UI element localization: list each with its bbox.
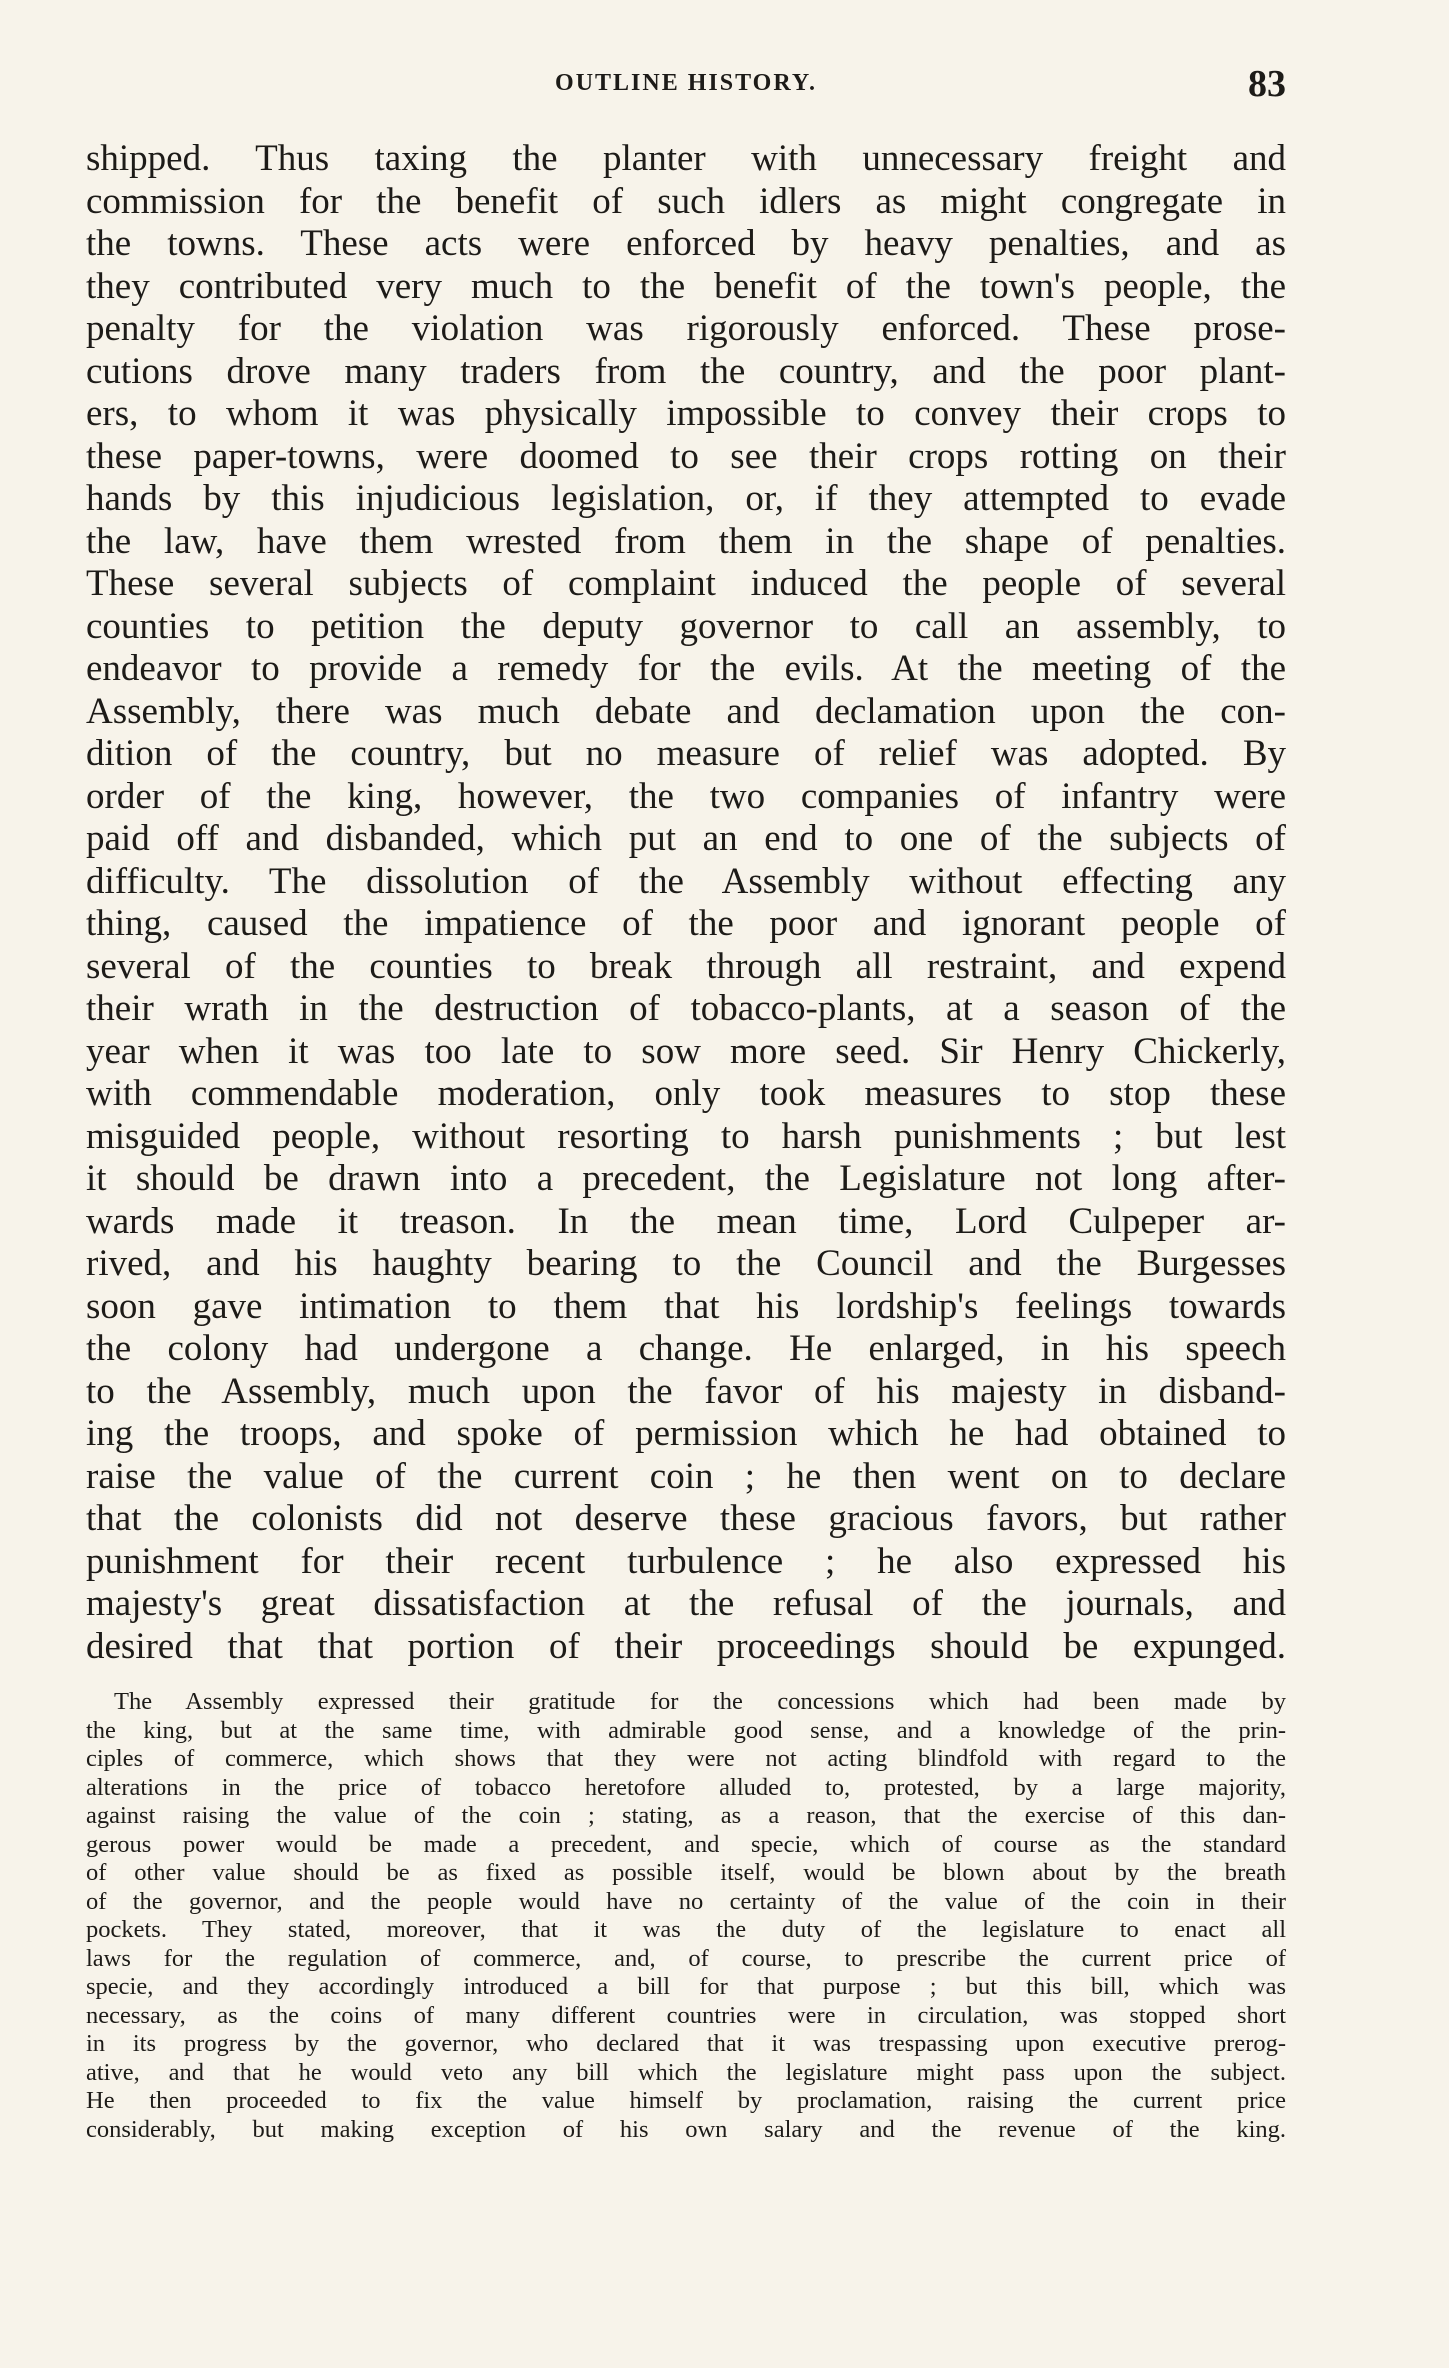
text-line: ing the troops, and spoke of permission which he had obtained to [86, 1413, 1286, 1454]
text-line: to the Assembly, much upon the favor of his majesty in disband- [86, 1370, 1286, 1412]
footnote-line: against raising the value of the coin ; stating, as a reason, that the exercise of this dan- [86, 1802, 1286, 1829]
footnote-line: specie, and they accordingly introduced a bill for that purpose ; but this bill, which was [86, 1973, 1286, 2000]
text-line: penalty for the violation was rigorously enforced. These prose- [86, 308, 1286, 349]
footnote-line: The Assembly expressed their gratitude for the concessions which had been made by [114, 1688, 1286, 1715]
footnote-line: the king, but at the same time, with admirable good sense, and a knowledge of the prin- [86, 1716, 1286, 1744]
text-line: commission for the benefit of such idlers as might congregate in [86, 180, 1286, 222]
footnote-line: gerous power would be made a precedent, and specie, which of course as the standard [86, 1830, 1286, 1858]
page-number: 83 [1248, 63, 1286, 105]
footnote-line: in its progress by the governor, who declared that it was trespassing upon executive prerog- [86, 2030, 1286, 2057]
footnote-line: of the governor, and the people would have no certainty of the value of the coin in their [86, 1887, 1286, 1915]
footnote-line: laws for the regulation of commerce, and, of course, to prescribe the current price of [86, 1944, 1286, 1972]
footnote-line: He then proceeded to fix the value himself by proclamation, raising the current price [86, 2087, 1286, 2114]
text-line: endeavor to provide a remedy for the evils. At the meeting of the [86, 648, 1286, 689]
text-line: these paper-towns, were doomed to see their crops rotting on their [86, 435, 1286, 477]
text-line: majesty's great dissatisfaction at the refusal of the journals, and [86, 1583, 1286, 1624]
text-line: Assembly, there was much debate and declamation upon the con- [86, 690, 1286, 732]
text-line: their wrath in the destruction of tobacco-plants, at a season of the [86, 988, 1286, 1029]
text-line: year when it was too late to sow more seed. Sir Henry Chickerly, [86, 1030, 1286, 1072]
text-line: shipped. Thus taxing the planter with unnecessary freight and [86, 138, 1286, 179]
text-line: soon gave intimation to them that his lordship's feelings towards [86, 1285, 1286, 1327]
footnote-line: alterations in the price of tobacco heretofore alluded to, protested, by a large majority, [86, 1773, 1286, 1801]
text-line: wards made it treason. In the mean time, Lord Culpeper ar- [86, 1200, 1286, 1242]
running-title: OUTLINE HISTORY. [555, 70, 817, 96]
footnote-line: ciples of commerce, which shows that they were not acting blindfold with regard to the [86, 1745, 1286, 1772]
text-line: order of the king, however, the two companies of infantry were [86, 775, 1286, 817]
text-line: cutions drove many traders from the country, and the poor plant- [86, 350, 1286, 392]
footnote-block [86, 1688, 1286, 2144]
text-line: dition of the country, but no measure of relief was adopted. By [86, 733, 1286, 774]
text-line: These several subjects of complaint induced the people of several [86, 563, 1286, 604]
text-line: the towns. These acts were enforced by heavy penalties, and as [86, 223, 1286, 264]
text-line: the law, have them wrested from them in the shape of penalties. [86, 520, 1286, 562]
text-line: it should be drawn into a precedent, the Legislature not long after- [86, 1158, 1286, 1199]
text-line: difficulty. The dissolution of the Assembly without effecting any [86, 860, 1286, 902]
main-text-block [86, 138, 1286, 1668]
text-line: that the colonists did not deserve these gracious favors, but rather [86, 1498, 1286, 1539]
footnote-line: ative, and that he would veto any bill which the legislature might pass upon the subject. [86, 2058, 1286, 2086]
text-line: they contributed very much to the benefit of the town's people, the [86, 265, 1286, 307]
footnote-line: of other value should be as fixed as possible itself, would be blown about by the breath [86, 1859, 1286, 1886]
running-head [86, 62, 1286, 112]
text-line: paid off and disbanded, which put an end to one of the subjects of [86, 818, 1286, 859]
text-line: hands by this injudicious legislation, or, if they attempted to evade [86, 478, 1286, 519]
footnote-line: pockets. They stated, moreover, that it was the duty of the legislature to enact all [86, 1916, 1286, 1943]
text-line: counties to petition the deputy governor to call an assembly, to [86, 605, 1286, 647]
text-line: the colony had undergone a change. He enlarged, in his speech [86, 1328, 1286, 1369]
text-line: misguided people, without resorting to harsh punishments ; but lest [86, 1115, 1286, 1157]
footnote-line: necessary, as the coins of many different countries were in circulation, was stopped short [86, 2001, 1286, 2029]
text-line: raise the value of the current coin ; he then went on to declare [86, 1455, 1286, 1497]
text-line: rived, and his haughty bearing to the Council and the Burgesses [86, 1243, 1286, 1284]
text-line: several of the counties to break through all restraint, and expend [86, 945, 1286, 987]
text-line: ers, to whom it was physically impossible to convey their crops to [86, 393, 1286, 434]
text-line: desired that that portion of their proceedings should be expunged. [86, 1625, 1286, 1667]
footnote-line: considerably, but making exception of his own salary and the revenue of the king. [86, 2115, 1286, 2143]
text-line: punishment for their recent turbulence ; he also expressed his [86, 1540, 1286, 1582]
text-line: thing, caused the impatience of the poor and ignorant people of [86, 903, 1286, 944]
text-line: with commendable moderation, only took measures to stop these [86, 1073, 1286, 1114]
